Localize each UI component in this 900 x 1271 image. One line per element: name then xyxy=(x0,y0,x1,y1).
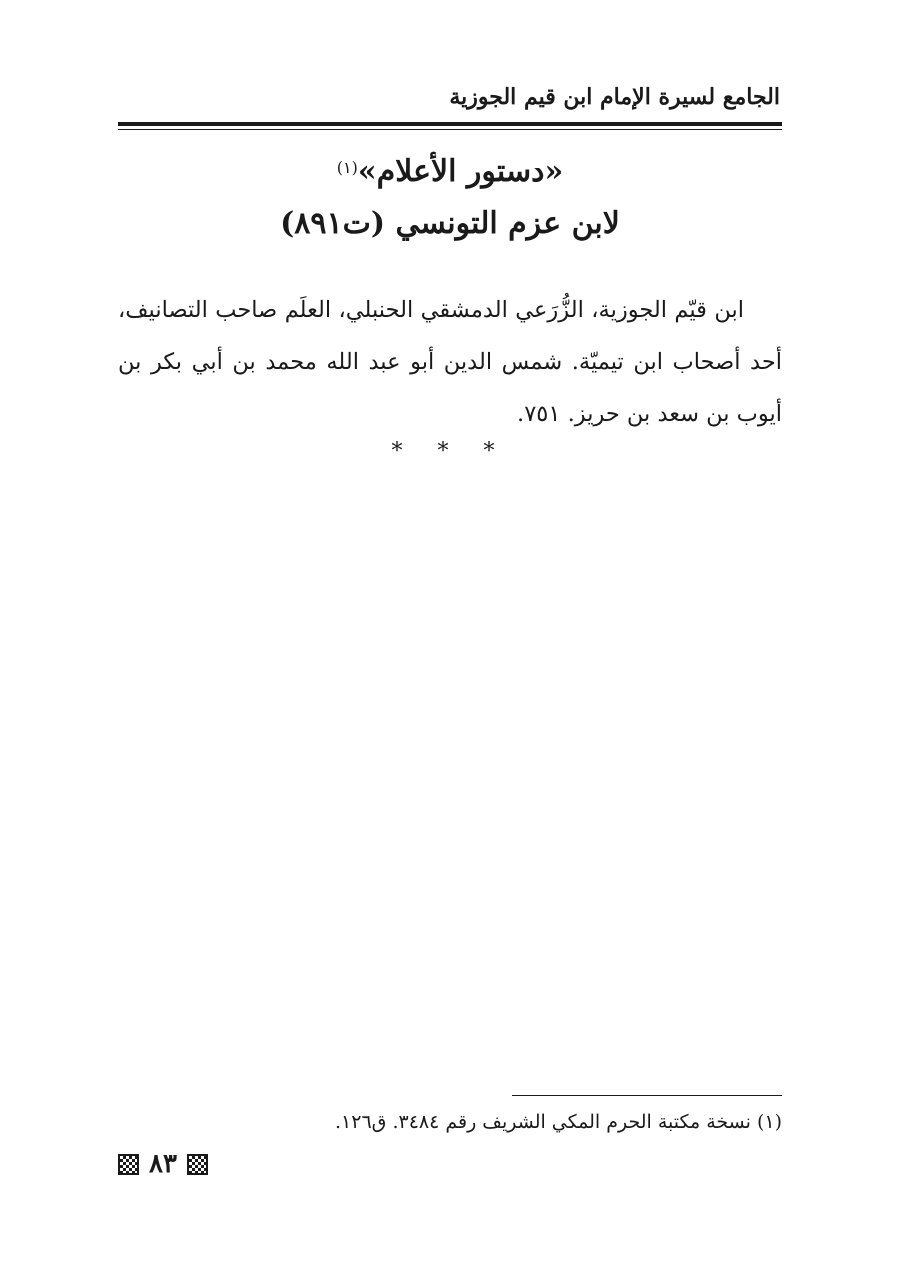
body-line: أحد أصحاب ابن تيميّة. شمس الدين أبو عبد الله محمد بن أبي بكر بن xyxy=(118,349,782,375)
running-header: الجامع لسيرة الإمام ابن قيم الجوزية xyxy=(449,84,780,110)
ornament-left-icon xyxy=(118,1154,139,1175)
body-line: ابن قيّم الجوزية، الزُّرَعي الدمشقي الحنبلي، العلَم صاحب التصانيف، xyxy=(118,297,744,323)
footnote: (١) نسخة مكتبة الحرم المكي الشريف رقم ٣٤٨٤. ق١٢٦. xyxy=(335,1111,782,1133)
section-title-text: «دستور الأعلام» xyxy=(357,154,564,189)
section-subtitle: لابن عزم التونسي (ت٨٩١) xyxy=(280,206,620,241)
footnote-rule xyxy=(512,1095,782,1096)
page-number-block xyxy=(118,1146,208,1182)
header-rule-thick xyxy=(118,122,782,126)
body-paragraph xyxy=(118,284,782,440)
footnote-marker: (١) xyxy=(336,158,358,177)
section-separator: * * * xyxy=(391,439,509,464)
page-number: ٨٣ xyxy=(149,1149,177,1179)
section-title xyxy=(118,148,782,196)
header-rule-thin xyxy=(118,129,782,130)
ornament-right-icon xyxy=(187,1154,208,1175)
body-line: أيوب بن سعد بن حريز. ٧٥١. xyxy=(517,401,782,427)
